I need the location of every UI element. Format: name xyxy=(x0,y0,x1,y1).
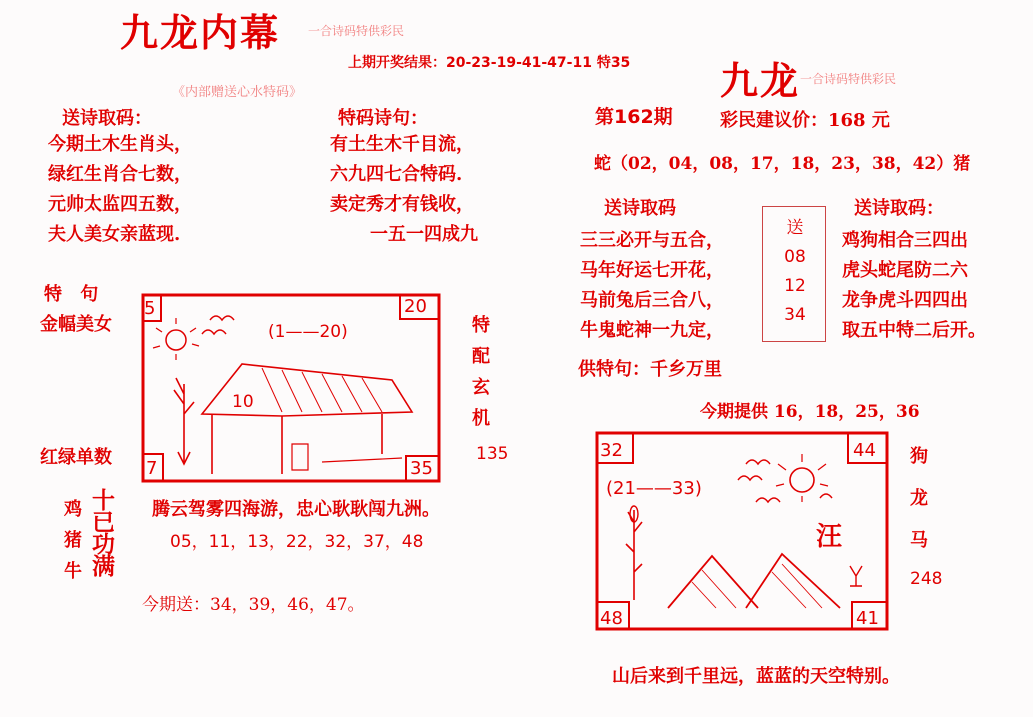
right-title-sub: 一合诗码特供彩民 xyxy=(800,72,897,86)
left-box-inner-text: (1——20) xyxy=(268,322,348,342)
right-box-br: 41 xyxy=(856,608,879,629)
right-box-tl: 32 xyxy=(600,440,623,461)
left-box-br: 35 xyxy=(410,458,433,479)
issue-number: 第162期 xyxy=(595,106,673,128)
poem-line: 取五中特二后开。 xyxy=(842,320,986,341)
left-box-num-10: 10 xyxy=(232,392,254,412)
right-number: 135 xyxy=(476,444,509,464)
zodiac-col xyxy=(64,494,82,587)
side-char: 龙 xyxy=(910,488,928,509)
poem-line: 龙争虎斗四四出 xyxy=(842,290,968,311)
send-box-item: 12 xyxy=(784,276,806,296)
right-vertical-col xyxy=(472,310,492,434)
side-label-3: 红绿单数 xyxy=(40,447,112,468)
vertical-char: 特 xyxy=(472,315,490,336)
right-title: 九龙 xyxy=(720,58,801,103)
left-title-sub: 一合诗码特供彩民 xyxy=(308,24,405,38)
poem-b xyxy=(330,130,478,250)
zodiac-char: 鸡 xyxy=(64,499,82,520)
vertical-char: 机 xyxy=(472,408,490,429)
big-char: 已 xyxy=(92,509,115,536)
poem-b-line: 卖定秀才有钱收， xyxy=(330,194,474,215)
poem-line: 马前兔后三合八， xyxy=(580,290,724,311)
vertical-big-col xyxy=(92,487,115,580)
send-box-item: 34 xyxy=(784,305,806,325)
left-box-tr: 20 xyxy=(404,296,427,317)
left-title: 九龙内幕 xyxy=(120,10,281,55)
big-char: 满 xyxy=(92,553,115,580)
big-char: 十 xyxy=(92,487,115,514)
side-char: 马 xyxy=(910,530,928,551)
right-box-inner-text: (21——33) xyxy=(606,478,702,499)
poem-b-line: 有土生木千目流， xyxy=(330,134,474,155)
send-box-values xyxy=(780,214,810,330)
suggested-price: 彩民建议价：168 元 xyxy=(720,110,890,131)
right-bottom-line: 山后来到千里远，蓝蓝的天空特别。 xyxy=(612,666,900,687)
poem-a xyxy=(48,130,192,250)
left-send-line: 今期送：34，39，46，47。 xyxy=(142,595,365,615)
vertical-char: 配 xyxy=(472,346,490,367)
provide-line: 今期提供 16，18，25，36 xyxy=(700,402,920,422)
special-phrase: 供特句：千乡万里 xyxy=(578,359,722,380)
poem-line: 牛鬼蛇神一九定， xyxy=(580,320,724,341)
internal-note: 《内部赠送心水特码》 xyxy=(172,85,303,100)
left-box-bl: 7 xyxy=(146,458,158,479)
vertical-char: 玄 xyxy=(472,377,490,398)
side-label-2: 金幅美女 xyxy=(40,314,112,335)
right-side-number: 248 xyxy=(910,569,943,589)
right-poem-right xyxy=(842,226,986,346)
poem-line: 鸡狗相合三四出 xyxy=(842,230,968,251)
side-label-1: 特 句 xyxy=(44,284,105,305)
left-numbers-line: 05，11，13，22，32，37，48 xyxy=(170,532,424,552)
left-poem-line: 腾云驾雾四海游，忠心耿耿闯九洲。 xyxy=(152,499,440,520)
right-side-col xyxy=(910,436,928,562)
poem-line: 虎头蛇尾防二六 xyxy=(842,260,968,281)
poem-a-line: 夫人美女亲蓝现. xyxy=(48,224,181,245)
poem-a-line: 今期土木生肖头， xyxy=(48,134,192,155)
right-box-tr: 44 xyxy=(853,440,876,461)
right-poem-left xyxy=(580,226,724,346)
poem-b-line: 六九四七合特码. xyxy=(330,164,463,185)
send-box-item: 送 xyxy=(786,218,804,238)
right-poem-head-left: 送诗取码 xyxy=(604,198,676,219)
send-box-item: 08 xyxy=(784,247,806,267)
poem-a-head: 送诗取码： xyxy=(62,108,152,129)
poem-b-head: 特码诗句： xyxy=(338,108,428,129)
poem-b-line: 一五一四成九 xyxy=(370,224,478,245)
zodiac-char: 猪 xyxy=(64,530,82,551)
poem-line: 马年好运七开花， xyxy=(580,260,724,281)
big-char: 功 xyxy=(92,531,115,558)
right-box-bl: 48 xyxy=(600,608,623,629)
right-drawing-box xyxy=(596,432,890,632)
left-box-tl: 5 xyxy=(144,298,156,319)
right-box-char: 汪 xyxy=(816,522,843,552)
snake-line: 蛇（02，04，08，17，18，23，38，42）猪 xyxy=(594,154,971,174)
zodiac-char: 牛 xyxy=(64,561,82,582)
poem-line: 三三必开与五合， xyxy=(580,230,724,251)
right-poem-head-right: 送诗取码： xyxy=(854,198,944,219)
side-char: 狗 xyxy=(910,446,928,467)
poem-a-line: 元帅太监四五数， xyxy=(48,194,192,215)
poem-a-line: 绿红生肖合七数， xyxy=(48,164,192,185)
last-result: 上期开奖结果：20-23-19-41-47-11 特35 xyxy=(348,55,631,71)
